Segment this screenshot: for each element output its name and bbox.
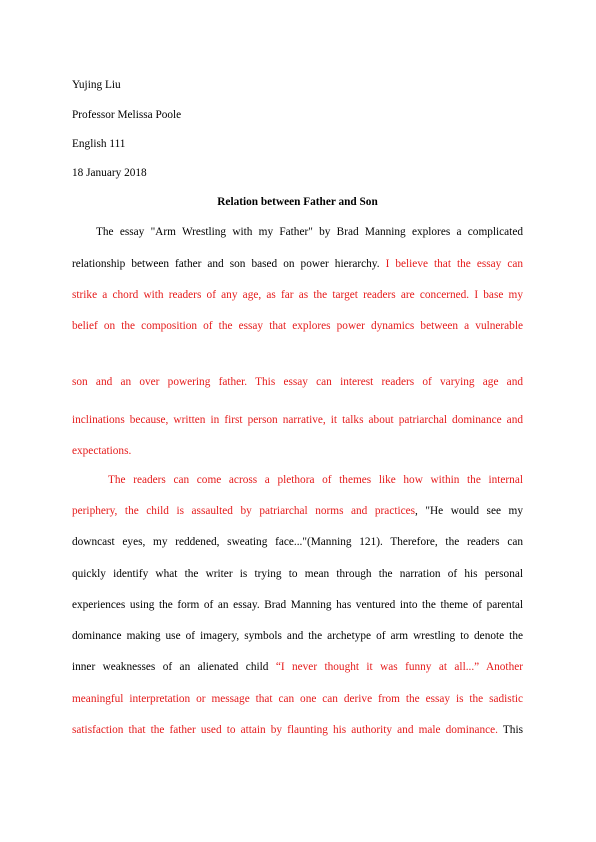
paragraph-line: strike a chord with readers of any age, as far as the target readers are concerned. I base my	[72, 289, 523, 301]
paragraph-line: quickly identify what the writer is trying to mean through the narration of his personal	[72, 568, 523, 580]
paragraph-line: dominance making use of imagery, symbols and the archetype of arm wrestling to denote the	[72, 630, 523, 642]
paragraph-line: periphery, the child is assaulted by patriarchal norms and practices, "He would see my	[72, 505, 523, 517]
paragraph-line: son and an over powering father. This essay can interest readers of varying age and	[72, 376, 523, 388]
paragraph-line: belief on the composition of the essay that explores power dynamics between a vulnerable	[72, 320, 523, 332]
paragraph-line: inclinations because, written in first person narrative, it talks about patriarchal dominance and	[72, 414, 523, 426]
paragraph-line: expectations.	[72, 445, 132, 457]
paragraph-line: downcast eyes, my reddened, sweating face..."(Manning 121). Therefore, the readers can	[72, 536, 523, 548]
paragraph-line: The essay "Arm Wrestling with my Father" by Brad Manning explores a complicated	[96, 226, 523, 238]
essay-date: 18 January 2018	[72, 167, 147, 179]
essay-title: Relation between Father and Son	[217, 196, 378, 208]
professor-name: Professor Melissa Poole	[72, 109, 182, 121]
paragraph-line: satisfaction that the father used to attain by flaunting his authority and male dominance. This	[72, 724, 523, 736]
course-name: English 111	[72, 138, 126, 150]
paragraph-line: The readers can come across a plethora of themes like how within the internal	[108, 474, 523, 486]
paragraph-line: relationship between father and son based on power hierarchy. I believe that the essay can	[72, 258, 523, 270]
paragraph-line: meaningful interpretation or message that can one can derive from the essay is the sadistic	[72, 693, 523, 705]
paragraph-line: inner weaknesses of an alienated child “I never thought it was funny at all...” Another	[72, 661, 523, 673]
author-name: Yujing Liu	[72, 79, 121, 91]
paragraph-line: experiences using the form of an essay. Brad Manning has ventured into the theme of parental	[72, 599, 523, 611]
